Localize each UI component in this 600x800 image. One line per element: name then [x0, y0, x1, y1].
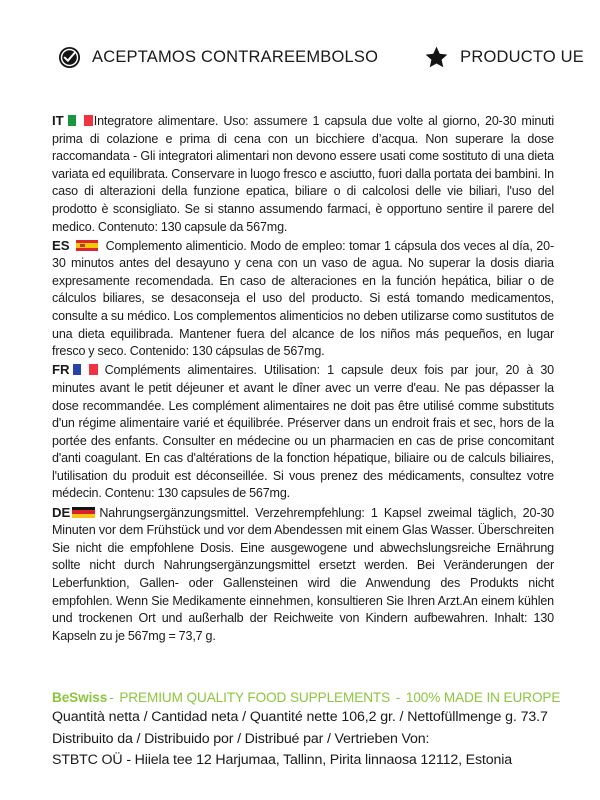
instructions-german [52, 504, 554, 646]
instructions-german-text: Nahrungsergänzungsmittel. Verzehrempfehlung: 1 Kapsel zweimal täglich, 20-30 Minuten vor dem Frühstück und vor dem Abendessen mit einem Glas Wasser. Überschreiten Sie nicht die empfohlene Dosis. Eine ausgewogene und abwechslungsreiche Ernährung sollte nicht durch Nahrungsergänzungsmittel ersetzt werden. Bei Veränderungen der Leberfunktion, Gallen- oder Gallensteinen wird die Anwendung des Produkts nicht empfohlen. Wenn Sie Medikamente einnehmen, konsultieren Sie Ihren Arzt.An einem kühlen und trockenen Ort und außerhalb der Reichweite von Kindern aufbewahren. Inhalt: 130 Kapseln zu je 567mg = 73,7 g. [52, 505, 554, 643]
instructions-spanish [52, 237, 554, 361]
distributor-label: Distribuito da / Distribuido por / Distribué par / Vertrieben Von: [52, 730, 430, 747]
instructions-italian-text: Integratore alimentare. Uso: assumere 1 capsula due volte al giorno, 20-30 minuti prima di colazione e prima di cena con un bicchiere d’acqua. Non superare la dose raccomandata - Gli integratori alimentari non devono essere usati come sostituto di una dieta variata ed equilibrata. Conservare in luogo fresco e asciutto, fuori dalla portata dei bambini. In caso di alterazioni della funzione epatica, biliare o di calcolosi delle vie biliari, l'uso del prodotto è sconsigliato. Se si stanno assumendo farmaci, è opportuno sentire il parere del medico. Contenuto: 130 capsule da 567mg. [52, 114, 554, 234]
badge-cash-on-delivery-label: ACEPTAMOS CONTRAREEMBOLSO [92, 47, 379, 66]
instructions-italian [52, 112, 554, 236]
flag-germany-icon [72, 507, 95, 518]
check-circle-icon [58, 46, 81, 69]
brand-tagline-2: 100% MADE IN EUROPE [405, 690, 561, 705]
brand-separator-1: - [109, 690, 114, 705]
label-footer [52, 688, 561, 772]
instructions-french [52, 361, 554, 503]
flag-italy-icon [68, 115, 93, 126]
net-quantity: Quantità netta / Cantidad neta / Quantité nette 106,2 gr. / Nettofüllmenge g. 73.7 [52, 709, 548, 725]
brand-tagline-line [52, 688, 561, 707]
badge-eu-product-label: PRODUCTO UE [460, 47, 584, 66]
lang-code-it: IT [52, 113, 64, 128]
badge-eu-product [424, 45, 584, 70]
lang-code-fr: FR [52, 362, 70, 378]
brand-separator-2: - [395, 690, 401, 705]
brand-tagline-1: PREMIUM QUALITY FOOD SUPPLEMENTS [119, 690, 391, 705]
header-badge-row [0, 34, 600, 80]
distributor-address: STBTC OÜ - Hiiela tee 12 Harjumaa, Tallinn, Pirita linnaosa 12112, Estonia [52, 752, 512, 768]
lang-code-es: ES [52, 237, 70, 253]
multilingual-instructions [52, 112, 554, 645]
star-icon [424, 45, 449, 70]
instructions-spanish-text: Complemento alimenticio. Modo de empleo: tomar 1 cápsula dos veces al día, 20-30 minutos antes del desayuno y cena con un vaso de agua. No superar la dosis diaria expresamente recomendada. En caso de alteraciones en la función hepática, biliar o de cálculos biliares, se desaconseja el uso del producto. Si está tomando medicamentos, consulte a su médico. Los complementos alimenticios no deben utilizarse como sustitutos de una dieta equilibrada. Mantener fuera del alcance de los niños más pequeños, en lugar fresco y seco. Contenido: 130 cápsulas de 567mg. [52, 238, 554, 359]
lang-code-de: DE [52, 504, 71, 520]
instructions-french-text: Compléments alimentaires. Utilisation: 1 capsule deux fois par jour, 20 à 30 minutes avant le petit déjeuner et avant le dîner avec un verre d'eau. Ne pas dépasser la dose recommandée. Les complément alimentaires ne doit pas être utilisé comme substituts d'un régime alimentaire varié et équilibrée. Préserver dans un endroit frais et sec, hors de la portée des enfants. Consulter en médecine ou un pharmacien en cas de prise concomitant d'anti coagulant. En cas d'altérations de la fonction hépatique, biliaire ou de calculs biliaires, l'utilisation du produit est déconseillée. Si vous prenez des médicaments, consultez votre médecin. Contenu: 130 capsules de 567mg. [52, 363, 554, 501]
flag-spain-icon [76, 240, 98, 251]
badge-cash-on-delivery [58, 46, 378, 69]
brand-name: BeSwiss [52, 690, 108, 705]
flag-france-icon [73, 364, 98, 375]
